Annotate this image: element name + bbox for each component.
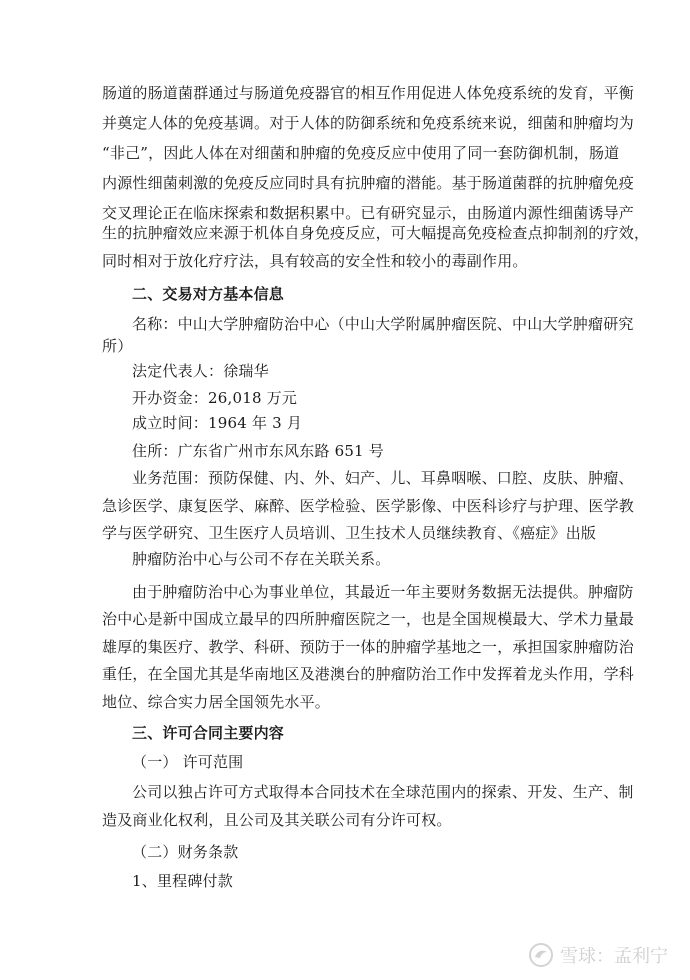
body-text-line: 交叉理论正在临床探索和数据积累中。已有研究显示，由肠道内源性细菌诱导产 xyxy=(102,204,635,222)
body-text-line: 肠道的肠道菌群通过与肠道免疫器官的相互作用促进人体免疫系统的发育，平衡 xyxy=(102,84,635,102)
watermark xyxy=(528,942,668,968)
body-text-line: 治中心是新中国成立最早的四所肿瘤医院之一，也是全国规模最大、学术力量最 xyxy=(102,610,635,628)
body-text-line: 内源性细菌刺激的免疫反应同时具有抗肿瘤的潜能。基于肠道菌群的抗肿瘤免疫 xyxy=(102,174,635,192)
body-text-line: 雄厚的集医疗、教学、科研、预防于一体的肿瘤学基地之一，承担国家肿瘤防治 xyxy=(102,638,635,656)
section-heading: 二、交易对方基本信息 xyxy=(132,285,285,303)
body-text-line: 公司以独占许可方式取得本合同技术在全球范围内的探索、开发、生产、制 xyxy=(132,783,634,801)
body-text-line: 业务范围：预防保健、内、外、妇产、儿、耳鼻咽喉、口腔、皮肤、肿瘤、 xyxy=(132,469,634,487)
body-text-line: 住所：广东省广州市东风东路 651 号 xyxy=(132,442,384,460)
body-text-line: 学与医学研究、卫生医疗人员培训、卫生技术人员继续教育、《癌症》出版 xyxy=(102,524,597,542)
body-text-line: 成立时间：1964 年 3 月 xyxy=(132,414,303,432)
watermark-text: 雪球：孟利宁 xyxy=(560,946,668,967)
body-text-line: “非己”，因此人体在对细菌和肿瘤的免疫反应中使用了同一套防御机制，肠道 xyxy=(102,144,620,162)
body-text-line: 地位、综合实力居全国领先水平。 xyxy=(102,693,331,711)
body-text-line: 重任，在全国尤其是华南地区及港澳台的肿瘤防治工作中发挥着龙头作用，学科 xyxy=(102,665,635,683)
section-heading: 三、许可合同主要内容 xyxy=(132,724,285,742)
subsection-heading: （二）财务条款 xyxy=(132,843,239,861)
body-text-line: 法定代表人：徐瑞华 xyxy=(132,362,269,380)
body-text-line: 造及商业化权利，且公司及其关联公司有分许可权。 xyxy=(102,811,452,829)
body-text-line: 并奠定人体的免疫基调。对于人体的防御系统和免疫系统来说，细菌和肿瘤均为 xyxy=(102,114,635,132)
body-text-line: 名称：中山大学肿瘤防治中心（中山大学附属肿瘤医院、中山大学肿瘤研究 xyxy=(132,315,634,333)
subsection-heading: （一） 许可范围 xyxy=(132,753,244,771)
subsection-heading: 1、里程碑付款 xyxy=(132,872,233,890)
body-text-line: 生的抗肿瘤效应来源于机体自身免疫反应，可大幅提高免疫检查点抑制剂的疗效， xyxy=(102,224,650,242)
body-text-line: 同时相对于放化疗疗法，具有较高的安全性和较小的毒副作用。 xyxy=(102,252,528,270)
snowball-logo-icon xyxy=(528,942,554,968)
body-text-line: 由于肿瘤防治中心为事业单位，其最近一年主要财务数据无法提供。肿瘤防 xyxy=(132,583,634,601)
body-text-line: 开办资金：26,018 万元 xyxy=(132,389,298,407)
body-text-line: 所） xyxy=(102,337,133,355)
body-text-line: 急诊医学、康复医学、麻醉、医学检验、医学影像、中医科诊疗与护理、医学教 xyxy=(102,497,635,515)
body-text-line: 肿瘤防治中心与公司不存在关联关系。 xyxy=(132,550,391,568)
